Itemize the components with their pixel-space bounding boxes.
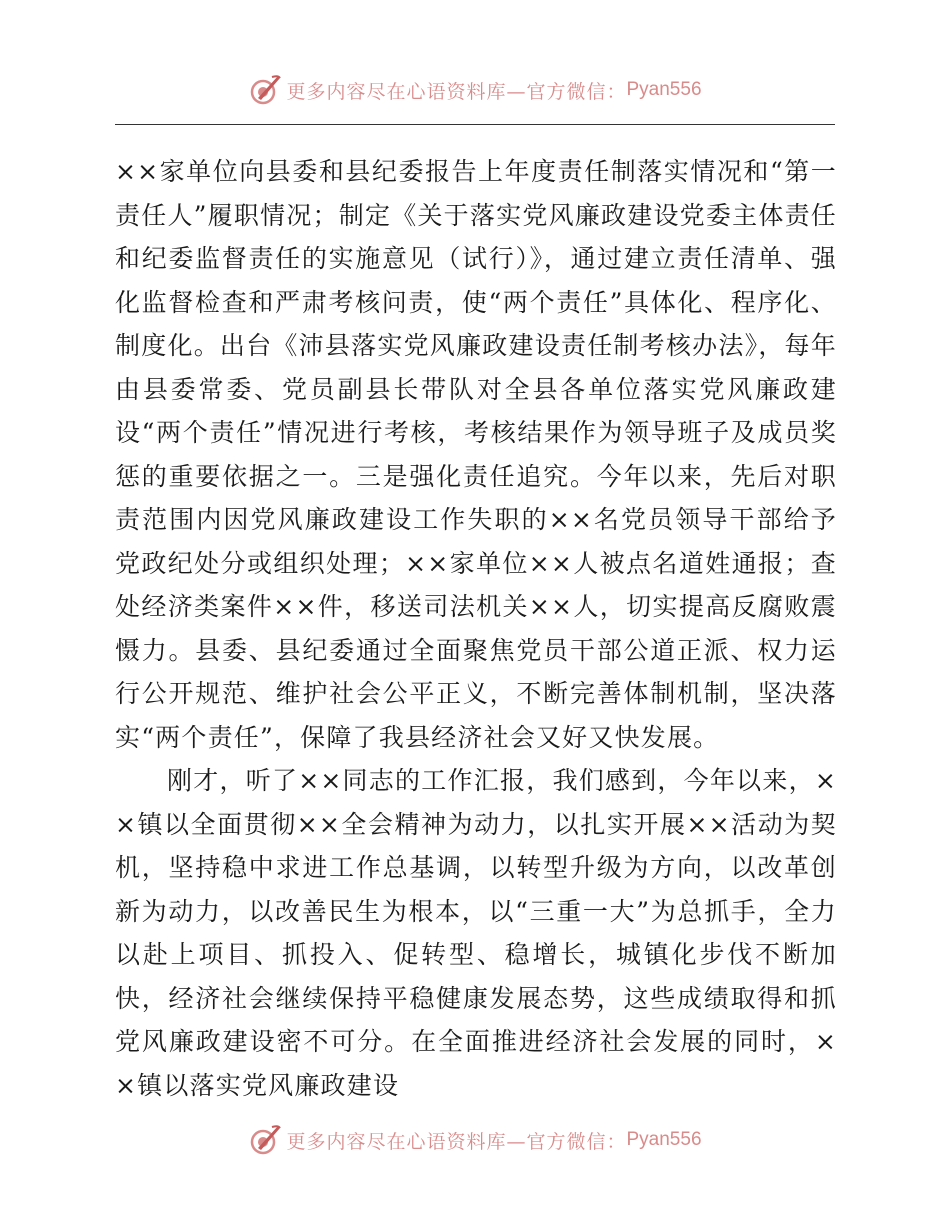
paragraph-continued: ××家单位向县委和县纪委报告上年度责任制落实情况和“第一责任人”履职情况；制定《关于落实党风廉政建设党委主体责任和纪委监督责任的实施意见（试行）》，通过建立责任清单、强化监督检查和严肃考核问责，使“两个责任”具体化、程序化、制度化。出台《沛县落实党风廉政建设责任制考核办法》，每年由县委常委、党员副县长带队对全县各单位落实党风廉政建设“两个责任”情况进行考核，考核结果作为领导班子及成员奖惩的重要依据之一。三是强化责任追究。今年以来，先后对职责范围内因党风廉政建设工作失职的××名党员领导干部给予党政纪处分或组织处理；××家单位××人被点名道姓通报；查处经济类案件××件，移送司法机关××人，切实提高反腐败震慑力。县委、县纪委通过全面聚焦党员干部公道正派、权力运行公开规范、维护社会公平正义，不断完善体制机制，坚决落实“两个责任”，保障了我县经济社会又好又快发展。 [115, 157, 837, 752]
footer-banner [0, 1120, 950, 1160]
footer-brand-text: 更多内容尽在心语资料库—官方微信： [286, 1130, 627, 1153]
paragraph-report-remarks: 刚才，听了××同志的工作汇报，我们感到，今年以来，××镇以全面贯彻××全会精神为动力，以扎实开展××活动为契机，坚持稳中求进工作总基调，以转型升级为方向，以改革创新为动力，以改善民生为根本，以“三重一大”为总抓手，全力以赴上项目、抓投入、促转型、稳增长，城镇化步伐不断加快，经济社会继续保持平稳健康发展态势，这些成绩取得和抓党风廉政建设密不可分。在全面推进经济社会发展的同时，××镇以落实党风廉政建设 [115, 766, 837, 1100]
quill-seal-icon [248, 73, 282, 107]
footer-wechat-id: Pyan556 [626, 1129, 702, 1150]
header-banner [0, 70, 950, 110]
header-divider [115, 124, 835, 125]
quill-seal-icon [248, 1123, 282, 1157]
header-brand-text: 更多内容尽在心语资料库—官方微信： [286, 80, 627, 103]
header-wechat-id: Pyan556 [626, 79, 702, 100]
document-body [115, 150, 837, 1107]
